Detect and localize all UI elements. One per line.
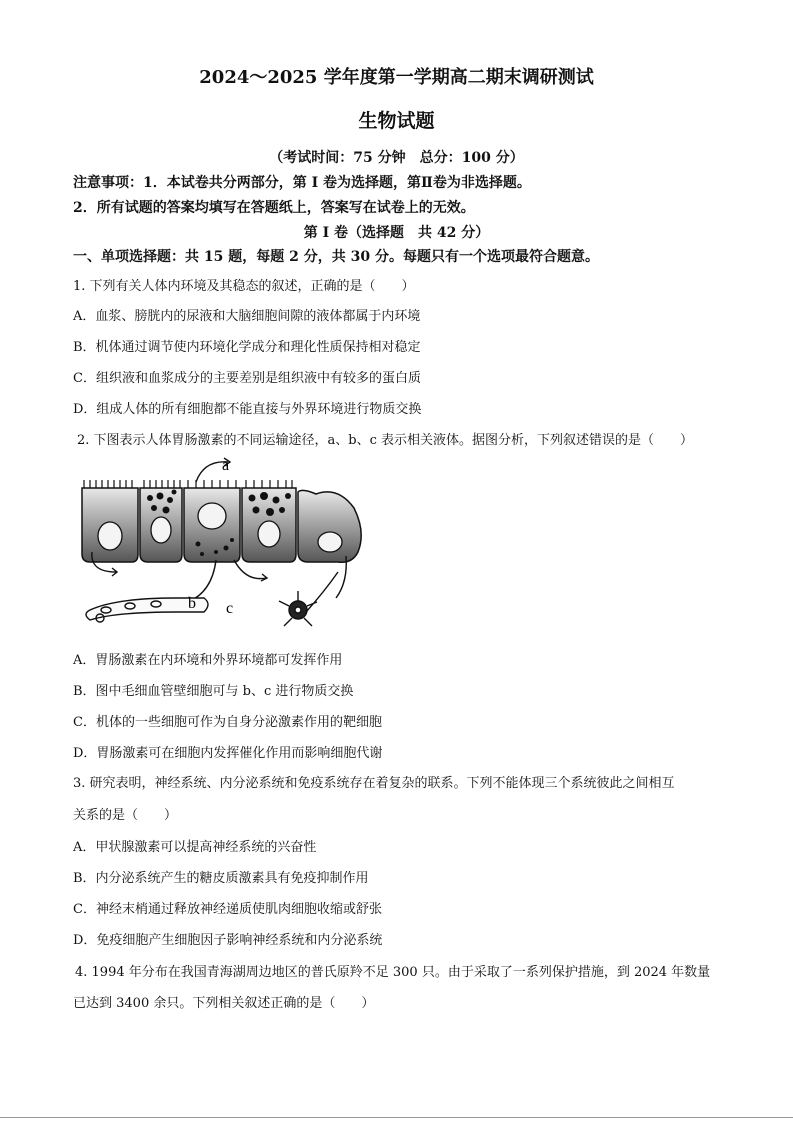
question-1-stem: 1. 下列有关人体内环境及其稳态的叙述，正确的是（ ）	[73, 279, 415, 294]
page-bottom-divider	[0, 1117, 793, 1118]
exam-title: 2024～2025 学年度第一学期高二期末调研测试	[199, 67, 594, 88]
question-3-option-b: B．内分泌系统产生的糖皮质激素具有免疫抑制作用	[73, 871, 369, 886]
question-2-option-b: B．图中毛细血管壁细胞可与 b、c 进行物质交换	[73, 684, 354, 699]
question-3-option-d: D．免疫细胞产生细胞因子影响神经系统和内分泌系统	[73, 933, 383, 948]
figure-label-c: c	[226, 600, 234, 617]
question-3-option-c: C．神经末梢通过释放神经递质使肌肉细胞收缩或舒张	[73, 902, 382, 917]
question-2-option-c: C．机体的一些细胞可作为自身分泌激素作用的靶细胞	[73, 715, 382, 730]
question-1-option-d: D．组成人体的所有细胞都不能直接与外界环境进行物质交换	[73, 402, 422, 417]
question-1-option-b: B．机体通过调节使内环境化学成分和理化性质保持相对稳定	[73, 340, 421, 355]
question-1-option-a: A．血浆、膀胱内的尿液和大脑细胞间隙的液体都属于内环境	[73, 309, 421, 324]
notice-line-2: 2．所有试题的答案均填写在答题纸上，答案写在试卷上的无效。	[73, 200, 475, 216]
question-2-option-d: D．胃肠激素可在细胞内发挥催化作用而影响细胞代谢	[73, 746, 383, 761]
exam-subtitle: 生物试题	[358, 110, 435, 132]
question-2-stem: 2. 下图表示人体胃肠激素的不同运输途径，a、b、c 表示相关液体。据图分析，下列叙述错误的是（ ）	[77, 433, 694, 448]
question-3-stem-line-2: 关系的是（ ）	[73, 808, 178, 823]
question-1-option-c: C．组织液和血浆成分的主要差别是组织液中有较多的蛋白质	[73, 371, 421, 386]
neuron	[279, 572, 338, 626]
question-4-stem-line-1: 4. 1994 年分布在我国青海湖周边地区的普氏原羚不足 300 只。由于采取了一系列保护措施，到 2024 年数量	[75, 965, 711, 980]
figure-label-a: a	[222, 457, 230, 474]
exam-info: （考试时间：75 分钟 总分：100 分）	[269, 150, 524, 166]
notice-line-1: 注意事项：1．本试卷共分两部分，第 I 卷为选择题，第Ⅱ卷为非选择题。	[73, 175, 531, 191]
question-3-option-a: A．甲状腺激素可以提高神经系统的兴奋性	[73, 840, 317, 855]
figure-label-b: b	[188, 595, 196, 612]
section-instruction: 一、单项选择题：共 15 题，每题 2 分，共 30 分。每题只有一个选项最符合题意。	[73, 249, 599, 265]
gastrointestinal-hormone-figure	[76, 452, 376, 632]
question-2-option-a: A．胃肠激素在内环境和外界环境都可发挥作用	[73, 653, 343, 668]
part-title: 第 I 卷（选择题 共 42 分）	[303, 225, 490, 241]
question-4-stem-line-2: 已达到 3400 余只。下列相关叙述正确的是（ ）	[73, 996, 375, 1011]
question-3-stem-line-1: 3. 研究表明，神经系统、内分泌系统和免疫系统存在着复杂的联系。下列不能体现三个系统彼此之间相互	[73, 776, 675, 791]
